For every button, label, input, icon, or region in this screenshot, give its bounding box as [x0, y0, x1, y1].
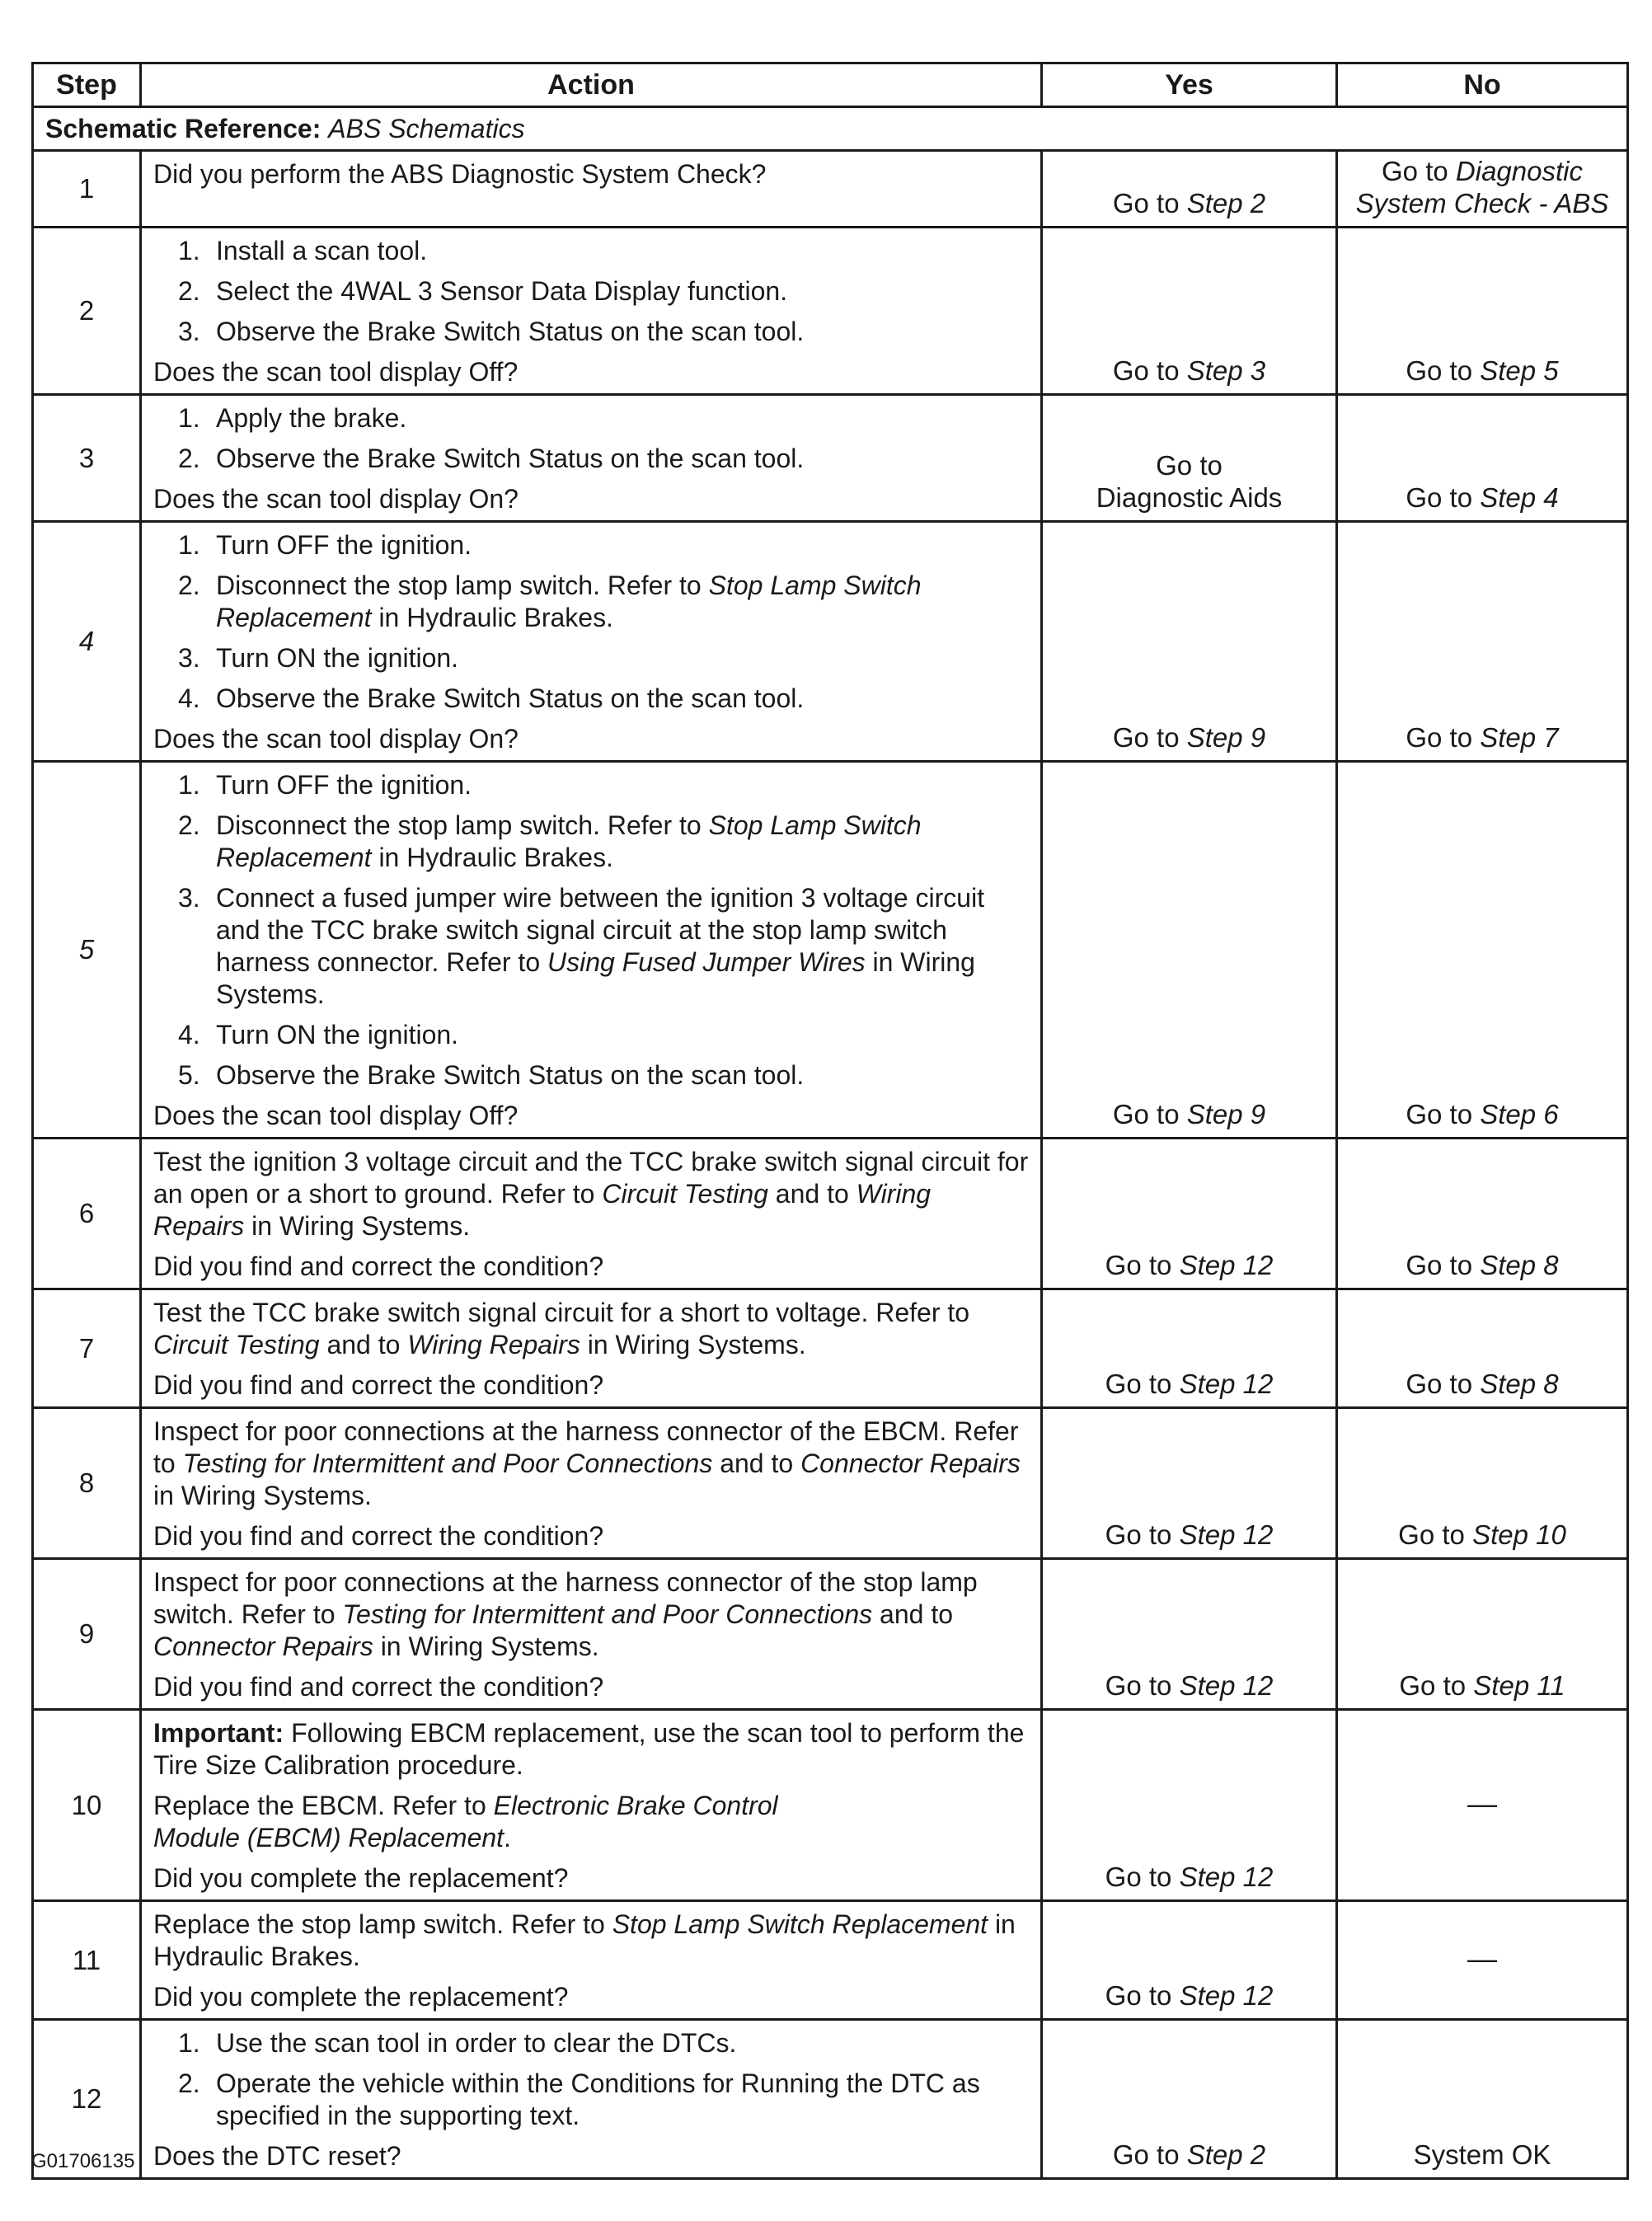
reference-link[interactable]: Circuit Testing	[602, 1179, 768, 1209]
text-run: Observe the Brake Switch Status on the scan tool.	[216, 317, 805, 346]
text-run: Go to	[1105, 1519, 1180, 1550]
text-run: Apply the brake.	[216, 403, 407, 433]
action-cell	[141, 1408, 1042, 1559]
reference-link[interactable]: Step 5	[1480, 355, 1559, 386]
reference-link[interactable]: Step 12	[1179, 1980, 1274, 2011]
text-run: Go to	[1406, 722, 1481, 753]
step-item-number: 5.	[178, 1060, 200, 1090]
reference-link[interactable]: Step 12	[1179, 1250, 1274, 1280]
action-steps-list	[153, 529, 1029, 715]
step-item-number: 4.	[178, 683, 200, 713]
text-run: Go to	[1406, 482, 1481, 513]
text-run: Go to	[1112, 188, 1187, 218]
action-step-item	[153, 2068, 1029, 2132]
reference-link[interactable]: Circuit Testing	[153, 1330, 320, 1359]
header-row	[33, 63, 1628, 107]
step-item-number: 3.	[178, 883, 200, 913]
text-run: in Wiring Systems.	[216, 947, 975, 1009]
no-result	[1337, 762, 1628, 1139]
action-question: Does the scan tool display Off?	[153, 1101, 519, 1130]
text-run: Operate the vehicle within the Conditions for Running the DTC as specified in the supporting text.	[216, 2068, 980, 2130]
no-result	[1337, 1139, 1628, 1289]
step-item-number: 1.	[178, 530, 200, 560]
reference-link[interactable]: Step 4	[1480, 482, 1559, 513]
yes-result	[1042, 1901, 1337, 2020]
text-run: Go to	[1112, 2139, 1187, 2170]
reference-link[interactable]: Step 3	[1186, 355, 1266, 386]
yes-result	[1042, 1139, 1337, 1289]
reference-link[interactable]: System Check - ABS	[1355, 188, 1609, 218]
header-step: Step	[33, 63, 141, 107]
action-cell	[141, 1139, 1042, 1289]
text-run: Go to	[1105, 1670, 1180, 1701]
schematic-reference-row	[33, 107, 1628, 151]
text-run: Turn ON the ignition.	[216, 1020, 459, 1049]
action-step-item	[153, 769, 1029, 801]
action-cell	[141, 228, 1042, 395]
step-item-number: 2.	[178, 810, 200, 840]
action-step-item	[153, 402, 1029, 434]
action-question: Did you complete the replacement?	[153, 1982, 569, 2012]
action-question: Does the DTC reset?	[153, 2141, 401, 2171]
step-number: 2	[33, 228, 141, 395]
text-run: Go to	[1105, 1369, 1180, 1399]
reference-link[interactable]: Using Fused Jumper Wires	[547, 947, 866, 977]
step-row-7	[33, 1289, 1628, 1408]
action-steps-list	[153, 235, 1029, 348]
reference-link[interactable]: Step 6	[1480, 1099, 1559, 1129]
no-result	[1337, 522, 1628, 762]
action-step-item	[153, 2027, 1029, 2059]
action-step-item	[153, 275, 1029, 308]
action-cell	[141, 395, 1042, 522]
text-run: Test the ignition 3 voltage circuit and the TCC brake switch signal circuit for an open or a short to ground. Refer to	[153, 1147, 1029, 1209]
step-item-number: 1.	[178, 2028, 200, 2058]
yes-result	[1042, 1710, 1337, 1901]
step-item-number: 1.	[178, 770, 200, 800]
step-item-number: 1.	[178, 403, 200, 433]
action-cell	[141, 1289, 1042, 1408]
action-step-item	[153, 570, 1029, 634]
action-cell	[141, 1710, 1042, 1901]
text-run: Inspect for poor connections at the harness connector of the stop lamp switch. Refer to	[153, 1567, 978, 1629]
action-steps-list	[153, 2027, 1029, 2132]
text-run: .	[504, 1823, 511, 1852]
text-run: Go to	[1382, 156, 1456, 186]
text-run: in Wiring Systems.	[153, 1481, 372, 1510]
reference-link[interactable]: Step 8	[1480, 1369, 1559, 1399]
reference-link[interactable]: Step 12	[1179, 1670, 1274, 1701]
step-number: 11	[33, 1901, 141, 2020]
diagnostic-table	[31, 62, 1629, 2180]
emphasis-text: Important:	[153, 1718, 284, 1748]
text-run: Replace the EBCM. Refer to	[153, 1791, 494, 1820]
text-run: Go to	[1406, 1369, 1481, 1399]
text-run: in Wiring Systems.	[580, 1330, 806, 1359]
action-step-item	[153, 810, 1029, 874]
text-run: and to	[319, 1330, 408, 1359]
step-number: 5	[33, 762, 141, 1139]
step-item-number: 3.	[178, 643, 200, 673]
text-run: Turn OFF the ignition.	[216, 770, 472, 800]
yes-result	[1042, 762, 1337, 1139]
action-step-item	[153, 683, 1029, 715]
header-no: No	[1337, 63, 1628, 107]
step-row-4	[33, 522, 1628, 762]
no-result	[1337, 1559, 1628, 1710]
yes-result	[1042, 395, 1337, 522]
action-cell	[141, 522, 1042, 762]
step-number: 12	[33, 2020, 141, 2179]
no-result	[1337, 1710, 1628, 1901]
no-result	[1337, 228, 1628, 395]
step-number: 4	[33, 522, 141, 762]
reference-link[interactable]: Connector Repairs	[153, 1632, 373, 1661]
step-number: 9	[33, 1559, 141, 1710]
action-cell	[141, 1559, 1042, 1710]
not-applicable-dash: —	[1467, 1941, 1497, 1975]
action-paragraph	[153, 158, 1029, 190]
yes-result	[1042, 1289, 1337, 1408]
reference-link[interactable]: Testing for Intermittent and Poor Connections	[182, 1449, 713, 1478]
action-step-item	[153, 235, 1029, 267]
reference-link[interactable]: Diagnostic	[1455, 156, 1583, 186]
no-result	[1337, 2020, 1628, 2179]
step-item-number: 4.	[178, 1020, 200, 1049]
yes-result	[1042, 1408, 1337, 1559]
reference-link[interactable]: Step 9	[1186, 722, 1266, 753]
text-run: Install a scan tool.	[216, 236, 428, 265]
no-result	[1337, 151, 1628, 228]
step-item-number: 2.	[178, 444, 200, 473]
yes-result	[1042, 1559, 1337, 1710]
reference-link[interactable]: Stop Lamp Switch Replacement	[612, 1909, 988, 1939]
reference-link[interactable]: Electronic Brake Control	[493, 1791, 778, 1820]
action-step-item	[153, 443, 1029, 475]
yes-result	[1042, 2020, 1337, 2179]
action-cell	[141, 2020, 1042, 2179]
reference-link[interactable]: Step 2	[1186, 2139, 1266, 2170]
no-result	[1337, 1289, 1628, 1408]
step-row-2	[33, 228, 1628, 395]
text-run: Diagnostic Aids	[1096, 482, 1283, 513]
action-question: Does the scan tool display Off?	[153, 357, 519, 387]
text-run: Go to	[1105, 1250, 1180, 1280]
action-steps-list	[153, 402, 1029, 475]
reference-link[interactable]: Step 9	[1186, 1099, 1266, 1129]
step-number: 7	[33, 1289, 141, 1408]
text-run: and to	[712, 1449, 801, 1478]
step-row-10	[33, 1710, 1628, 1901]
text-run: in Wiring Systems.	[244, 1211, 471, 1241]
step-item-number: 3.	[178, 317, 200, 346]
text-run: Go to	[1156, 450, 1223, 481]
text-run: Connect a fused jumper wire between the ignition 3 voltage circuit and the TCC brake switch signal circuit at the stop lamp switch harness connector. Refer to	[216, 883, 985, 977]
reference-link[interactable]: Step 10	[1472, 1519, 1566, 1550]
action-cell	[141, 1901, 1042, 2020]
reference-link[interactable]: Step 12	[1179, 1369, 1274, 1399]
step-row-8	[33, 1408, 1628, 1559]
action-question: Did you complete the replacement?	[153, 1863, 569, 1893]
schematic-reference-label: Schematic Reference:	[45, 113, 321, 143]
text-run: Go to	[1406, 1250, 1481, 1280]
text-run: Turn ON the ignition.	[216, 643, 459, 673]
step-item-number: 2.	[178, 276, 200, 306]
step-item-number: 1.	[178, 236, 200, 265]
action-paragraph	[153, 1416, 1029, 1512]
text-run: Go to	[1112, 355, 1187, 386]
yes-result	[1042, 522, 1337, 762]
text-run: Replace the stop lamp switch. Refer to	[153, 1909, 612, 1939]
reference-link[interactable]: Stop Lamp Switch Replacement	[216, 571, 922, 632]
action-step-item	[153, 529, 1029, 561]
no-result	[1337, 1901, 1628, 2020]
reference-link[interactable]: Stop Lamp Switch Replacement	[216, 810, 922, 872]
reference-link[interactable]: Step 12	[1179, 1519, 1274, 1550]
text-run: Disconnect the stop lamp switch. Refer to	[216, 810, 709, 840]
step-item-number: 2.	[178, 2068, 200, 2098]
step-number: 3	[33, 395, 141, 522]
action-question: Does the scan tool display On?	[153, 724, 519, 754]
text-run: Following EBCM replacement, use the scan tool to perform the Tire Size Calibration procedure.	[153, 1718, 1025, 1780]
step-row-1	[33, 151, 1628, 228]
text-run: Use the scan tool in order to clear the DTCs.	[216, 2028, 737, 2058]
reference-link[interactable]: Connector Repairs	[800, 1449, 1021, 1478]
action-question: Does the scan tool display On?	[153, 484, 519, 514]
text-run: Observe the Brake Switch Status on the scan tool.	[216, 683, 805, 713]
text-run: Observe the Brake Switch Status on the scan tool.	[216, 444, 805, 473]
action-paragraph	[153, 1717, 1029, 1782]
figure-id: G01706135	[31, 2150, 135, 2172]
text-run: Go to	[1406, 355, 1481, 386]
action-paragraph	[153, 1909, 1029, 1973]
no-result	[1337, 395, 1628, 522]
action-step-item	[153, 316, 1029, 348]
action-step-item	[153, 882, 1029, 1011]
text-run: Go to	[1406, 1099, 1481, 1129]
action-steps-list	[153, 769, 1029, 1092]
reference-link[interactable]: Step 2	[1186, 188, 1266, 218]
reference-link[interactable]: Wiring Repairs	[407, 1330, 580, 1359]
text-run: and to	[872, 1599, 953, 1629]
action-question: Did you find and correct the condition?	[153, 1521, 604, 1551]
action-question: Did you find and correct the condition?	[153, 1672, 604, 1702]
reference-link[interactable]: Testing for Intermittent and Poor Connections	[342, 1599, 873, 1629]
step-row-5	[33, 762, 1628, 1139]
no-result	[1337, 1408, 1628, 1559]
action-question: Did you find and correct the condition?	[153, 1251, 604, 1281]
action-paragraph	[153, 1297, 1029, 1361]
action-step-item	[153, 1059, 1029, 1092]
step-row-12	[33, 2020, 1628, 2179]
text-run: in Hydraulic Brakes.	[371, 843, 613, 872]
text-run: Go to	[1112, 1099, 1187, 1129]
step-number: 6	[33, 1139, 141, 1289]
text-run: Go to	[1398, 1519, 1473, 1550]
action-question: Did you find and correct the condition?	[153, 1370, 604, 1400]
step-number: 8	[33, 1408, 141, 1559]
text-run: Observe the Brake Switch Status on the scan tool.	[216, 1060, 805, 1090]
reference-link[interactable]: Step 8	[1480, 1250, 1559, 1280]
schematic-reference-link[interactable]: ABS Schematics	[328, 113, 525, 143]
yes-result	[1042, 228, 1337, 395]
text-run: Did you perform the ABS Diagnostic System Check?	[153, 159, 767, 189]
schematic-reference	[33, 107, 1628, 151]
reference-link[interactable]: Step 12	[1179, 1862, 1274, 1892]
result-text: System OK	[1413, 2139, 1551, 2170]
action-cell	[141, 762, 1042, 1139]
text-run: Test the TCC brake switch signal circuit for a short to voltage. Refer to	[153, 1298, 970, 1327]
step-row-11	[33, 1901, 1628, 2020]
header-yes: Yes	[1042, 63, 1337, 107]
text-run: in Hydraulic Brakes.	[153, 1909, 1016, 1971]
yes-result	[1042, 151, 1337, 228]
action-paragraph	[153, 1566, 1029, 1663]
action-paragraph	[153, 1146, 1029, 1242]
text-run: Turn OFF the ignition.	[216, 530, 472, 560]
action-step-item	[153, 1019, 1029, 1051]
action-step-item	[153, 642, 1029, 674]
not-applicable-dash: —	[1467, 1786, 1497, 1820]
text-run: Go to	[1399, 1670, 1474, 1701]
text-run: Go to	[1112, 722, 1187, 753]
step-row-9	[33, 1559, 1628, 1710]
text-run: Go to	[1105, 1862, 1180, 1892]
text-run: Inspect for poor connections at the harness connector of the EBCM. Refer to	[153, 1416, 1019, 1478]
step-row-3	[33, 395, 1628, 522]
step-number: 1	[33, 151, 141, 228]
reference-link[interactable]: Step 11	[1473, 1670, 1565, 1701]
text-run: Disconnect the stop lamp switch. Refer to	[216, 571, 709, 600]
text-run: Select the 4WAL 3 Sensor Data Display function.	[216, 276, 788, 306]
text-run: and to	[767, 1179, 857, 1209]
step-number: 10	[33, 1710, 141, 1901]
header-action: Action	[141, 63, 1042, 107]
step-row-6	[33, 1139, 1628, 1289]
text-run: in Hydraulic Brakes.	[371, 603, 613, 632]
reference-link[interactable]: Module (EBCM) Replacement	[153, 1823, 505, 1852]
reference-link[interactable]: Wiring Repairs	[153, 1179, 932, 1241]
text-run: Go to	[1105, 1980, 1180, 2011]
action-paragraph	[153, 1790, 1029, 1854]
text-run: in Wiring Systems.	[373, 1632, 599, 1661]
action-cell	[141, 151, 1042, 228]
reference-link[interactable]: Step 7	[1480, 722, 1559, 753]
step-item-number: 2.	[178, 571, 200, 600]
